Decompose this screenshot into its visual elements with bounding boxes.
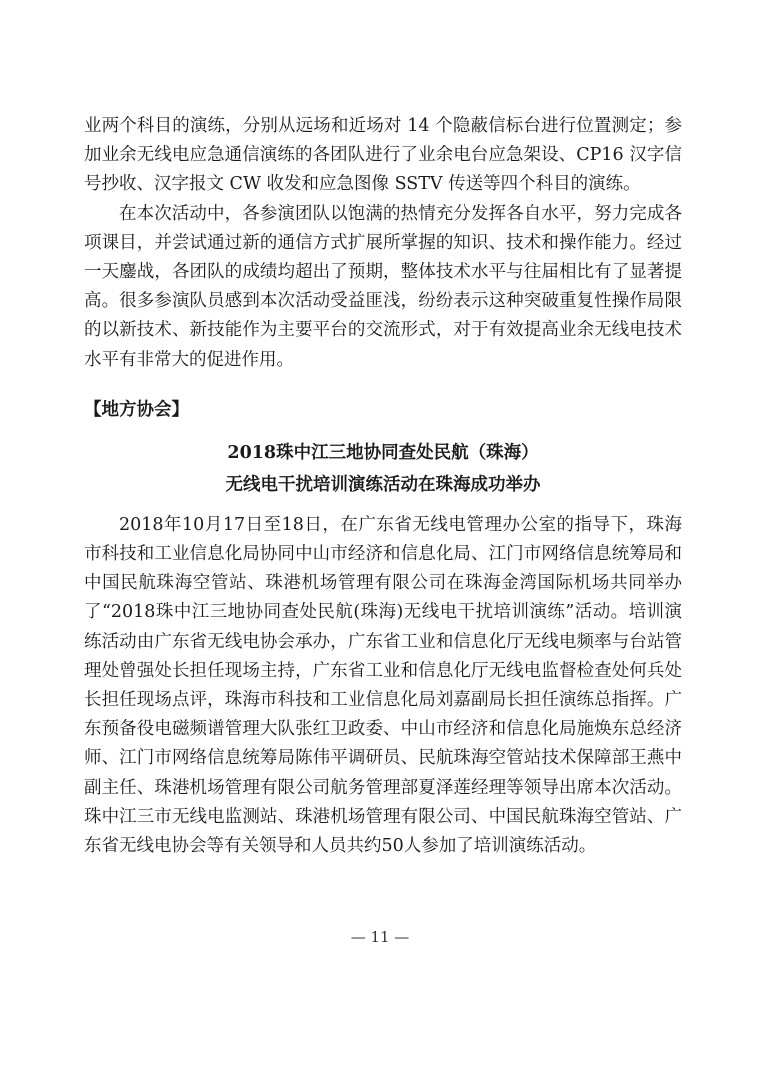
article-title-line-1: 2018珠中江三地协同查处民航（珠海） (227, 442, 539, 463)
summary-paragraph: 在本次活动中，各参演团队以饱满的热情充分发挥各自水平，努力完成各项课目，并尝试通过新的通信方式扩展所掌握的知识、技术和操作能力。经过一天鏖战，各团队的成绩均超出了预期，整体技术水平与往届相比有了显著提高。很多参演队员感到本次活动受益匪浅，纷纷表示这种突破重复性操作局限的以新技术、新技能作为主要平台的交流形式，对于有效提高业余无线电技术水平有非常大的促进作用。 (84, 203, 682, 370)
page-content (84, 112, 682, 861)
article-body (84, 511, 682, 861)
article-title (84, 437, 682, 501)
page-number: — 11 — (350, 928, 410, 946)
section-header: 【地方协会】 (84, 399, 189, 420)
article-title-line-2: 无线电干扰培训演练活动在珠海成功举办 (225, 474, 541, 495)
continuation-paragraph: 业两个科目的演练，分别从远场和近场对 14 个隐蔽信标台进行位置测定；参加业余无线电应急通信演练的各团队进行了业余电台应急架设、CP16 汉字信号抄收、汉字报文 CW 收发和应急图像 SSTV 传送等四个科目的演练。 (84, 116, 682, 195)
article-paragraph: 2018年10月17日至18日，在广东省无线电管理办公室的指导下，珠海市科技和工业信息化局协同中山市经济和信息化局、江门市网络信息统筹局和中国民航珠海空管站、珠港机场管理有限公司在珠海金湾国际机场共同举办了“2018珠中江三地协同查处民航(珠海)无线电干扰培训演练”活动。培训演练活动由广东省无线电协会承办，广东省工业和信息化厅无线电频率与台站管理处曾强处长担任现场主持，广东省工业和信息化厅无线电监督检查处何兵处长担任现场点评，珠海市科技和工业信息化局刘嘉副局长担任演练总指挥。广东预备役电磁频谱管理大队张红卫政委、中山市经济和信息化局施焕东总经济师、江门市网络信息统筹局陈伟平调研员、民航珠海空管站技术保障部王燕中副主任、珠港机场管理有限公司航务管理部夏泽莲经理等领导出席本次活动。珠中江三市无线电监测站、珠港机场管理有限公司、中国民航珠海空管站、广东省无线电协会等有关领导和人员共约50人参加了培训演练活动。 (84, 514, 682, 857)
